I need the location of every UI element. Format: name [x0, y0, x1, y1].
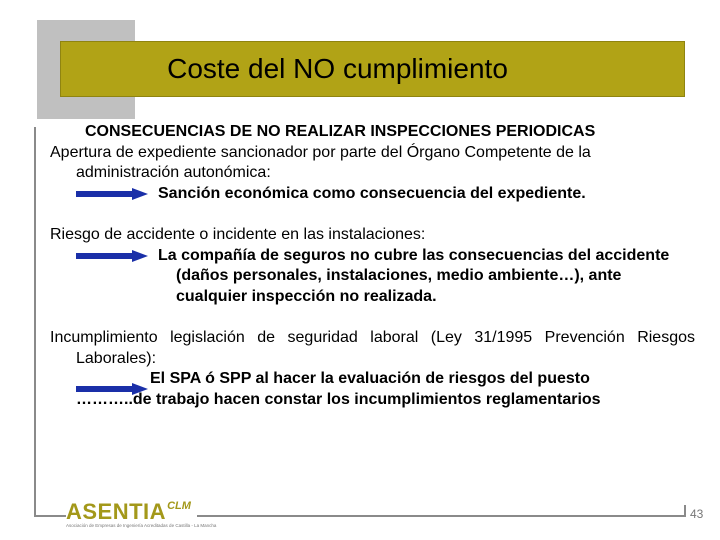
logo-superscript: CLM: [167, 500, 191, 512]
consequence-line: [50, 369, 695, 390]
consequence-line-continued: [50, 390, 695, 411]
item-text: Incumplimiento legislación de seguridad laboral (Ley 31/1995 Prevención Riesgos Laborales):: [50, 329, 695, 367]
slide-content: [50, 122, 695, 410]
consequence-text: Sanción económica como consecuencia del expediente.: [158, 184, 586, 202]
logo-tagline: Asociación de Empresas de Ingeniería Acreditadas de Castilla - La Mancha: [66, 523, 217, 528]
right-arrow-icon: [76, 250, 148, 262]
consequence-line: [50, 246, 695, 308]
item-text: Apertura de expediente sancionador por parte del Órgano Competente de la administración autonómica:: [50, 143, 591, 181]
consequence-text: La compañía de seguros no cubre las consecuencias del accidente (daños personales, instalaciones, medio ambiente…), ante cualquier inspección no realizada.: [158, 246, 670, 305]
page-number: 43: [690, 507, 704, 521]
section-heading: CONSECUENCIAS DE NO REALIZAR INSPECCIONES PERIODICAS: [85, 123, 596, 140]
right-tick: [684, 505, 686, 517]
slide-title: Coste del NO cumplimiento: [167, 53, 508, 84]
consequence-text: ………..de trabajo hacen constar los incumplimientos reglamentarios: [76, 390, 601, 408]
right-arrow-icon: [76, 188, 148, 200]
left-divider: [34, 127, 36, 517]
consequence-text: El SPA ó SPP al hacer la evaluación de riesgos del puesto: [150, 370, 590, 387]
asentia-logo: [66, 499, 217, 529]
logo-name: ASENTIA: [66, 499, 167, 524]
item-text: Riesgo de accidente o incidente en las instalaciones:: [50, 226, 426, 243]
consequence-line: [50, 184, 695, 205]
